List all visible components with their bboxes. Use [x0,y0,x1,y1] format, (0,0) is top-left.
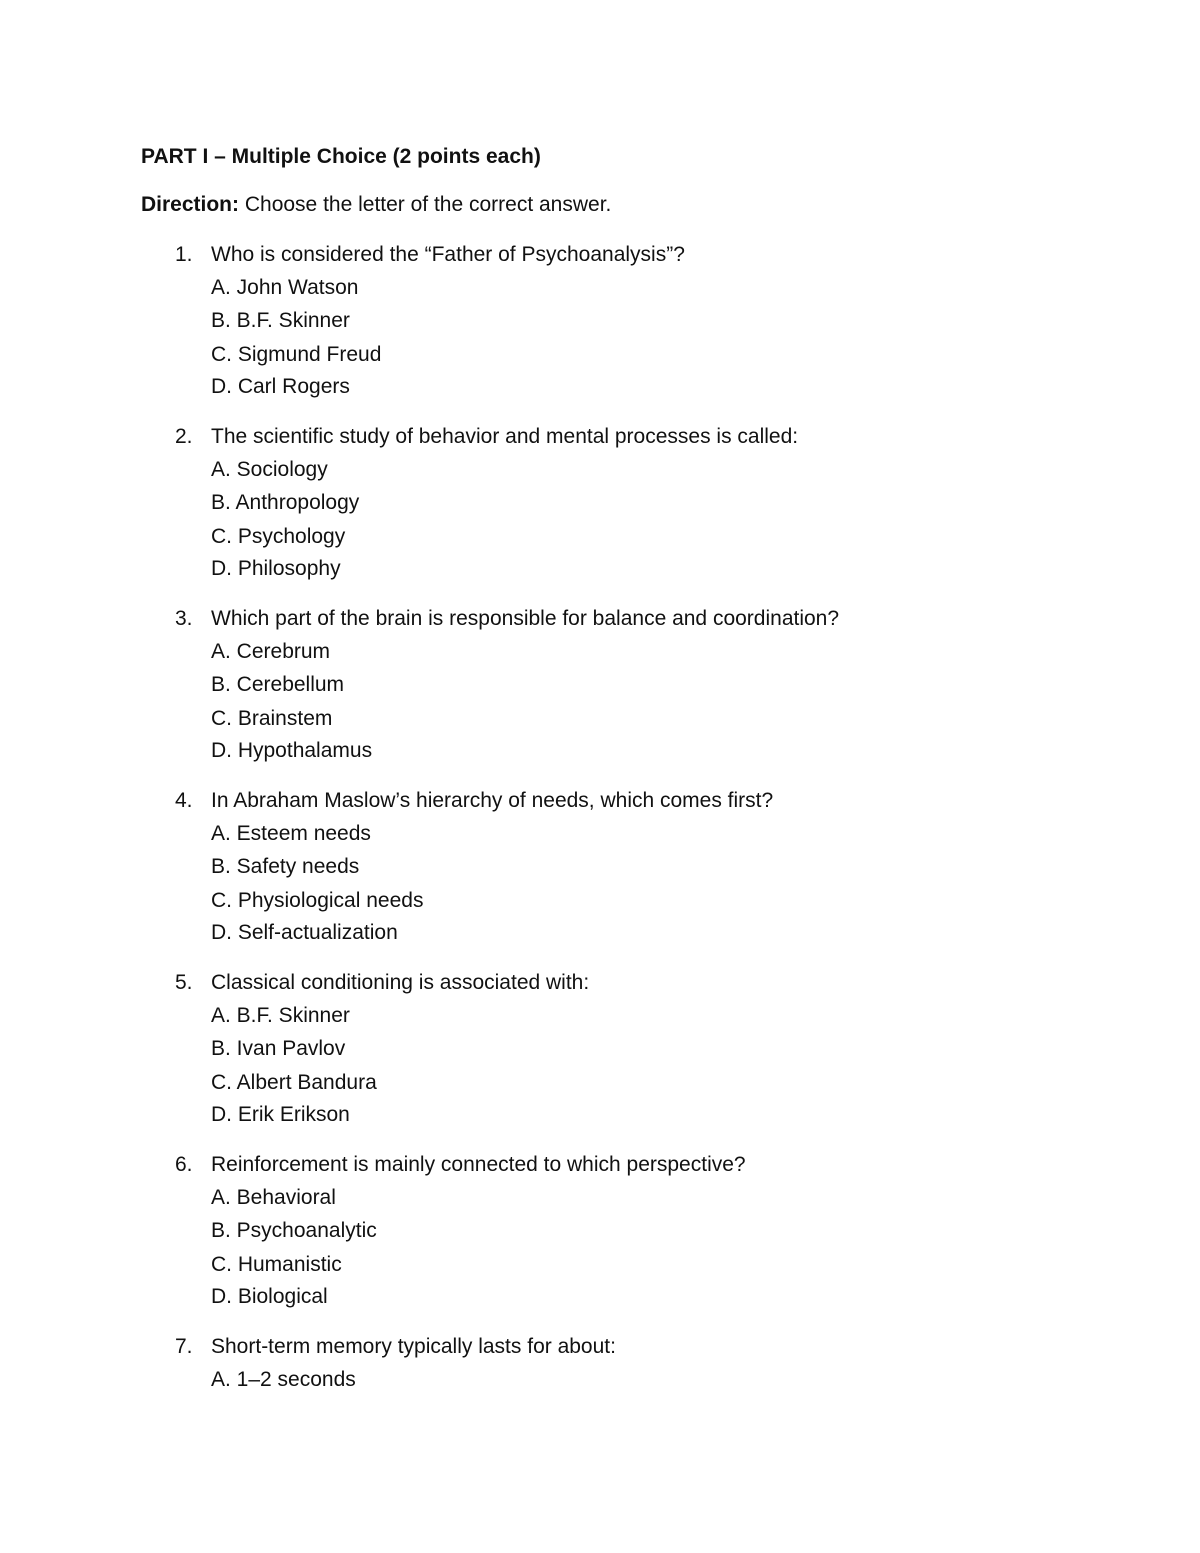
choice-c: C. Physiological needs [211,889,424,912]
choice-a: A. 1–2 seconds [211,1368,356,1391]
choice-a: A. Cerebrum [211,640,331,663]
choice-a: A. Esteem needs [211,822,371,845]
choice-b: B. Safety needs [211,855,360,878]
question-text: The scientific study of behavior and mental processes is called: [211,425,799,448]
question-number: 3. [175,607,193,630]
question-text: Reinforcement is mainly connected to which perspective? [211,1153,746,1176]
choice-b: B. Cerebellum [211,673,345,696]
direction-line [141,190,611,220]
direction-label: Direction: [141,193,240,216]
question-number: 7. [175,1335,193,1358]
question-text: Who is considered the “Father of Psychoanalysis”? [211,243,685,266]
direction-text: Choose the letter of the correct answer. [239,193,612,216]
choice-c: C. Humanistic [211,1253,342,1276]
question-number: 6. [175,1153,193,1176]
choice-d: D. Philosophy [211,557,341,580]
choice-a: A. Sociology [211,458,328,481]
choice-c: C. Psychology [211,525,346,548]
choice-d: D. Hypothalamus [211,739,373,762]
question-text: Short-term memory typically lasts for about: [211,1335,616,1358]
choice-c: C. Brainstem [211,707,333,730]
question-number: 4. [175,789,193,812]
choice-c: C. Albert Bandura [211,1071,377,1094]
choice-c: C. Sigmund Freud [211,343,382,366]
question-text: In Abraham Maslow’s hierarchy of needs, which comes first? [211,789,774,812]
choice-a: A. Behavioral [211,1186,336,1209]
choice-b: B. B.F. Skinner [211,309,350,332]
choice-a: A. John Watson [211,276,359,299]
choice-d: D. Biological [211,1285,328,1308]
section-heading: PART I – Multiple Choice (2 points each) [141,145,541,168]
choice-d: D. Erik Erikson [211,1103,350,1126]
choice-d: D. Self-actualization [211,921,398,944]
question-number: 2. [175,425,193,448]
choice-b: B. Psychoanalytic [211,1219,377,1242]
question-number: 1. [175,243,193,266]
question-text: Classical conditioning is associated with: [211,971,590,994]
choice-b: B. Ivan Pavlov [211,1037,346,1060]
question-text: Which part of the brain is responsible for balance and coordination? [211,607,840,630]
choice-d: D. Carl Rogers [211,375,350,398]
choice-a: A. B.F. Skinner [211,1004,350,1027]
question-number: 5. [175,971,193,994]
choice-b: B. Anthropology [211,491,360,514]
